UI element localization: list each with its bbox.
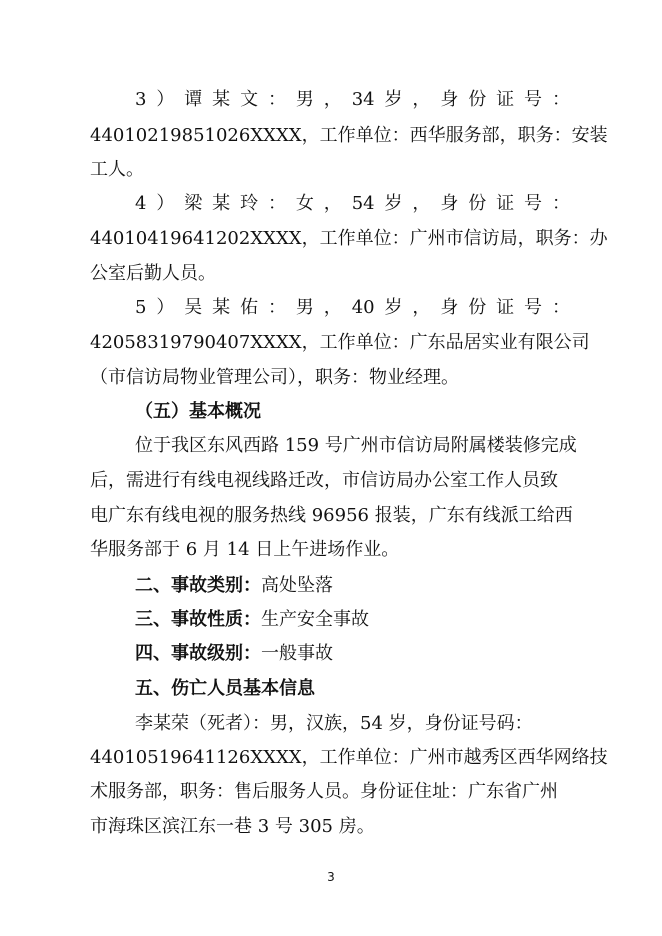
header-token: 玲: [240, 193, 259, 214]
header-token: 证: [496, 89, 515, 110]
header-token: 梁: [184, 193, 203, 214]
header-token: ：: [267, 89, 286, 110]
header-token: 女: [295, 193, 314, 214]
overview-line: 后，需进行有线电视线路迁改，市信访局办公室工作人员致: [90, 470, 558, 491]
header-token: 岁: [384, 193, 403, 214]
casualty-line: 44010519641126XXXX，工作单位：广州市越秀区西华网络技: [90, 747, 608, 768]
person-5-line2: 42058319790407XXXX，工作单位：广东品居实业有限公司: [90, 332, 590, 353]
header-token: 证: [496, 193, 515, 214]
accident-type-row: [135, 574, 570, 598]
accident-type-label: 二、事故类别：: [135, 575, 261, 596]
header-token: 佑: [240, 297, 259, 318]
header-token: ：: [267, 297, 286, 318]
header-token: 4: [135, 193, 147, 214]
casualty-line: 李某荣（死者）：男，汉族，54 岁，身份证号码：: [135, 713, 533, 734]
header-token: 号: [524, 89, 543, 110]
accident-nature-label: 三、事故性质：: [135, 609, 261, 630]
header-token: ：: [551, 297, 570, 318]
header-token: ）: [156, 193, 175, 214]
header-token: 号: [524, 297, 543, 318]
header-token: 份: [468, 297, 487, 318]
accident-nature-row: [135, 608, 570, 632]
header-token: ，: [323, 193, 342, 214]
header-token: 份: [468, 193, 487, 214]
header-token: 3: [135, 89, 147, 110]
header-token: 号: [524, 193, 543, 214]
header-token: ：: [551, 89, 570, 110]
header-token: 份: [468, 89, 487, 110]
overview-line: 华服务部于 6 月 14 日上午进场作业。: [90, 539, 400, 560]
accident-type-value: 高处坠落: [261, 575, 333, 596]
person-4-line2: 44010419641202XXXX，工作单位：广州市信访局，职务：办: [90, 228, 608, 249]
accident-level-label: 四、事故级别：: [135, 643, 261, 664]
header-token: 吴: [184, 297, 203, 318]
header-token: 岁: [384, 297, 403, 318]
header-token: ，: [323, 89, 342, 110]
person-3-line2: 44010219851026XXXX，工作单位：西华服务部，职务：安装: [90, 125, 608, 146]
header-token: 身: [440, 193, 459, 214]
accident-nature-value: 生产安全事故: [261, 609, 369, 630]
page-number: 3: [327, 870, 335, 884]
casualty-line: 术服务部，职务：售后服务人员。身份证住址：广东省广州: [90, 781, 558, 802]
header-token: ，: [323, 297, 342, 318]
header-token: 某: [212, 89, 231, 110]
header-token: 男: [295, 297, 314, 318]
header-token: 54: [351, 193, 375, 214]
header-token: 岁: [384, 89, 403, 110]
header-token: 身: [440, 297, 459, 318]
header-token: 证: [496, 297, 515, 318]
casualty-heading: 五、伤亡人员基本信息: [135, 678, 315, 699]
casualty-line: 市海珠区滨江东一巷 3 号 305 房。: [90, 816, 375, 837]
header-token: ：: [267, 193, 286, 214]
person-5-line3: （市信访局物业管理公司），职务：物业经理。: [90, 367, 459, 388]
header-token: 某: [212, 297, 231, 318]
header-token: 40: [351, 297, 375, 318]
person-4-line3: 公室后勤人员。: [90, 263, 216, 284]
accident-level-value: 一般事故: [261, 643, 333, 664]
person-3-header: [135, 88, 570, 112]
header-token: 文: [240, 89, 259, 110]
overview-line: 电广东有线电视的服务热线 96956 报装，广东有线派工给西: [90, 505, 573, 526]
header-token: 5: [135, 297, 147, 318]
header-token: ：: [551, 193, 570, 214]
header-token: ，: [412, 297, 431, 318]
header-token: ，: [412, 89, 431, 110]
header-token: 谭: [184, 89, 203, 110]
header-token: 男: [295, 89, 314, 110]
header-token: 身: [440, 89, 459, 110]
header-token: 某: [212, 193, 231, 214]
person-4-header: [135, 192, 570, 216]
person-5-header: [135, 296, 570, 320]
header-token: ）: [156, 297, 175, 318]
section-overview-heading: （五）基本概况: [135, 401, 261, 422]
person-3-line3: 工人。: [90, 159, 144, 180]
header-token: ，: [412, 193, 431, 214]
header-token: 34: [351, 89, 375, 110]
accident-level-row: [135, 642, 570, 666]
overview-line: 位于我区东风西路 159 号广州市信访局附属楼装修完成: [135, 435, 577, 456]
header-token: ）: [156, 89, 175, 110]
